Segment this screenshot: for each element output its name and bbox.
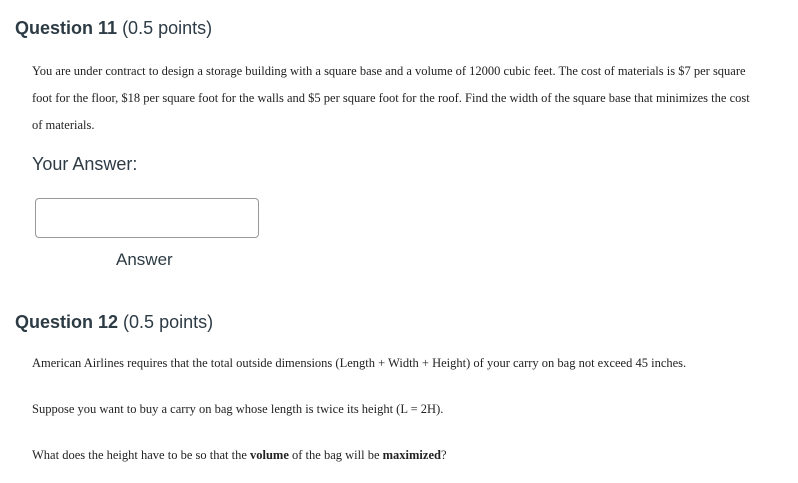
answer-caption: Answer — [116, 250, 173, 269]
question-12-header — [15, 312, 213, 333]
text: ? — [440, 448, 447, 462]
question-12-text-2: Suppose you want to buy a carry on bag whose length is twice its height (L = 2H). — [32, 402, 444, 416]
question-title: Question 12 — [15, 312, 119, 332]
question-11-text: You are under contract to design a storage building with a square base and a volume of 12000 cubic feet. The cost of materials is $7 per square foot for the floor, $18 per square foot for the walls and $5 per square foot for the roof. Find the width of the square base that minimizes the cost of materials. — [32, 64, 750, 132]
bold-maximized: maximized — [382, 448, 441, 462]
answer-input[interactable] — [35, 198, 259, 238]
question-points: (0.5 points) — [122, 18, 213, 38]
question-11-header — [15, 18, 212, 39]
text: of the bag will be — [288, 448, 383, 462]
text: What does the height have to be so that the — [32, 448, 250, 462]
question-12-text-1: American Airlines requires that the total outside dimensions (Length + Width + Height) of your carry on bag not exceed 45 inches. — [32, 356, 687, 370]
your-answer-label: Your Answer: — [32, 154, 138, 174]
question-12-text-3 — [32, 442, 762, 469]
bold-volume: volume — [250, 448, 289, 462]
question-points: (0.5 points) — [123, 312, 214, 332]
question-title: Question 11 — [15, 18, 118, 38]
